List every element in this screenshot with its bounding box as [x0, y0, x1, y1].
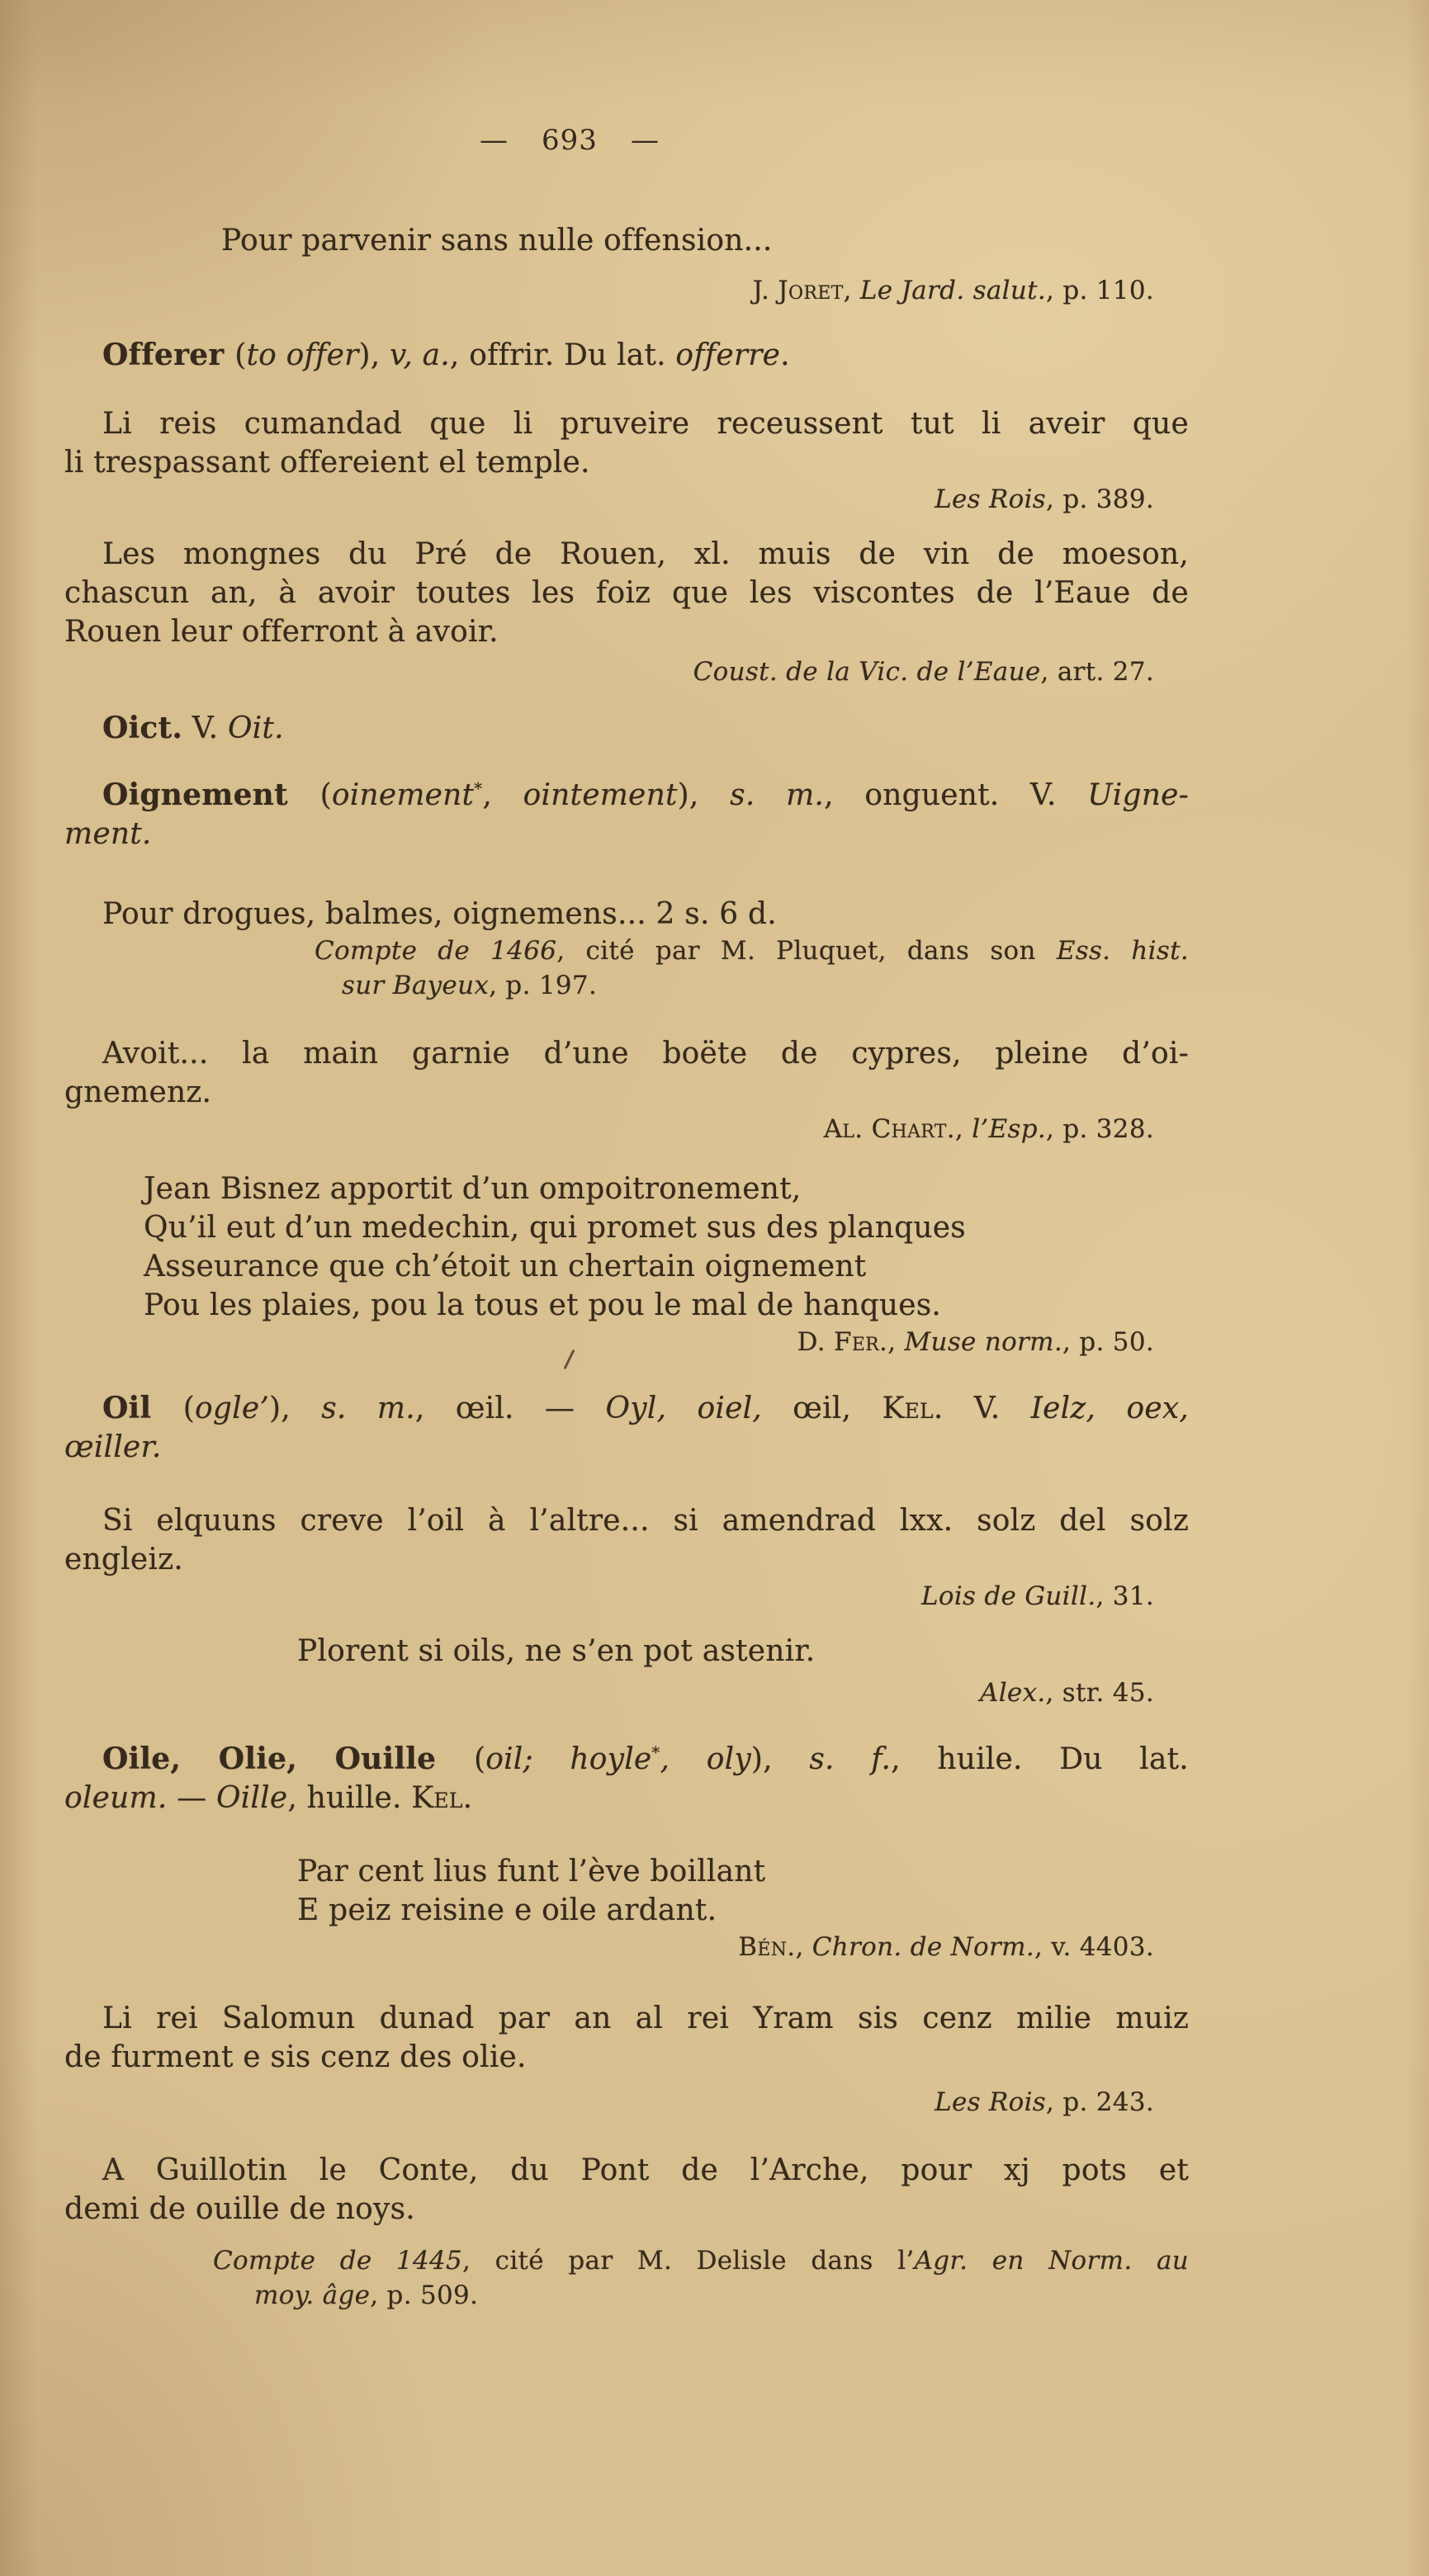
- text-segment: ointement: [523, 778, 678, 812]
- text-segment: s. f.: [809, 1742, 892, 1776]
- text-segment: ,: [954, 1114, 972, 1144]
- text-segment: Oit.: [227, 711, 284, 745]
- text-segment: sur Bayeux: [342, 971, 490, 1000]
- para-avoit: [64, 1034, 1189, 1112]
- text-segment: ),: [677, 778, 731, 812]
- citation-joret: [64, 273, 1154, 308]
- text-segment: Compte de 1466: [315, 936, 557, 966]
- text-segment: Uigne-: [1087, 778, 1189, 812]
- header-dash-left: —: [480, 124, 509, 157]
- text-segment: Alex.: [980, 1678, 1046, 1708]
- text-line: [64, 1930, 1154, 1964]
- text-line: [64, 815, 1189, 853]
- text-segment: Al. Chart.: [823, 1114, 955, 1144]
- text-segment: œiller.: [64, 1430, 162, 1464]
- text-segment: ogle’: [194, 1392, 269, 1425]
- page-header: [7, 122, 1132, 158]
- text-segment: Pour drogues, balmes, oignemens... 2 s. 6 d.: [102, 897, 777, 931]
- text-segment: Oyl, oiel,: [605, 1392, 762, 1425]
- text-segment: E peiz reisine e oile ardant.: [297, 1893, 717, 1927]
- text-segment: Pour parvenir sans nulle offension...: [221, 224, 773, 258]
- text-segment: ),: [358, 338, 390, 372]
- text-line: [315, 968, 1189, 1003]
- text-line: [64, 574, 1189, 612]
- text-line: [213, 2278, 1189, 2313]
- text-line: [64, 1112, 1154, 1146]
- text-segment: Joret: [778, 276, 844, 305]
- text-segment: , 31.: [1095, 1581, 1154, 1611]
- text-segment: *: [651, 1743, 660, 1762]
- text-segment: , p. 50.: [1062, 1327, 1154, 1357]
- para-les-mongnes: [64, 535, 1189, 651]
- text-line: [64, 1034, 1189, 1073]
- text-segment: Oict.: [102, 711, 183, 745]
- text-segment: Muse norm.: [904, 1327, 1063, 1357]
- citation-les-rois-243: [64, 2085, 1154, 2120]
- entry-oile: [64, 1733, 1189, 1817]
- text-segment: Oil: [102, 1391, 183, 1425]
- text-segment: offerre: [675, 338, 781, 372]
- text-segment: (: [234, 338, 247, 372]
- text-segment: , p. 197.: [489, 971, 598, 1000]
- text-segment: li trespassant offereient el temple.: [64, 446, 590, 480]
- text-segment: Jean Bisnez apportit d’un ompoitronement,: [144, 1172, 802, 1206]
- text-segment: chascun an, à avoir toutes les foiz que les viscontes de l’Eaue de: [64, 576, 1189, 610]
- text-segment: s. m.: [321, 1392, 415, 1425]
- text-line: [64, 2151, 1189, 2190]
- text-line: [64, 1676, 1154, 1710]
- text-segment: , str. 45.: [1045, 1678, 1154, 1708]
- text-line: [221, 221, 1189, 260]
- citation-ben: [64, 1930, 1154, 1964]
- text-segment: (: [319, 778, 332, 812]
- text-segment: Asseurance que ch’étoit un chertain oignement: [144, 1250, 867, 1283]
- text-segment: ment.: [64, 817, 152, 851]
- text-segment: moy. âge: [254, 2281, 371, 2310]
- text-segment: .: [780, 338, 790, 372]
- text-line: [64, 482, 1154, 517]
- text-segment: Plorent si oils, ne s’en pot astenir.: [297, 1634, 816, 1668]
- text-line: [64, 1779, 1189, 1817]
- text-segment: Compte de 1445: [213, 2246, 463, 2276]
- text-segment: de furment e sis cenz des olie.: [64, 2040, 527, 2074]
- verse-jean: [144, 1170, 1189, 1325]
- text-segment: Lois de Guill.: [920, 1581, 1096, 1611]
- text-segment: Les Rois: [935, 2087, 1047, 2117]
- para-a-guillotin: [64, 2151, 1189, 2229]
- text-line: [64, 655, 1154, 689]
- text-segment: oleum.: [64, 1781, 168, 1815]
- text-segment: , huille.: [287, 1781, 412, 1815]
- page-content: [64, 221, 1189, 2313]
- text-segment: Agr. en Norm. au: [914, 2246, 1190, 2276]
- text-segment: , offrir. Du lat.: [449, 338, 676, 372]
- entry-oil: [64, 1389, 1189, 1467]
- text-segment: ),: [268, 1392, 322, 1425]
- text-line: [64, 1579, 1154, 1614]
- text-line: [64, 535, 1189, 574]
- text-segment: ,: [795, 1932, 812, 1962]
- entry-offerer: [64, 336, 1189, 375]
- text-segment: , œil. —: [414, 1392, 606, 1425]
- text-line: [297, 1891, 1189, 1930]
- text-segment: v, a.: [390, 338, 450, 372]
- text-segment: Oignement: [102, 778, 320, 812]
- text-segment: D.: [797, 1327, 835, 1357]
- text-segment: , p. 243.: [1046, 2087, 1154, 2117]
- text-segment: Ielz, oex,: [1030, 1392, 1189, 1425]
- text-segment: V.: [182, 711, 228, 745]
- text-segment: Chron. de Norm.: [812, 1932, 1034, 1962]
- citation-al-chart: [64, 1112, 1154, 1146]
- text-line: [64, 612, 1189, 651]
- text-line: [64, 1999, 1189, 2038]
- text-segment: Kel.: [411, 1781, 473, 1815]
- text-line: [64, 769, 1189, 815]
- text-segment: —: [167, 1781, 216, 1815]
- text-segment: Bén.: [738, 1932, 796, 1962]
- verse-plorent: [297, 1632, 1189, 1671]
- text-segment: Rouen leur offerront à avoir.: [64, 615, 499, 649]
- text-segment: engleiz.: [64, 1543, 183, 1576]
- text-segment: ,: [482, 778, 523, 812]
- text-segment: l’Esp.: [972, 1114, 1047, 1144]
- text-segment: (: [182, 1392, 195, 1425]
- text-line: [297, 1852, 1189, 1891]
- text-segment: ,: [843, 276, 860, 305]
- text-line: [64, 1325, 1154, 1359]
- text-segment: Coust. de la Vic. de l’Eaue: [693, 657, 1041, 687]
- page-number: 693: [542, 124, 598, 157]
- text-segment: demi de ouille de noys.: [64, 2192, 415, 2226]
- text-segment: œil,: [761, 1392, 882, 1425]
- text-segment: , p. 328.: [1046, 1114, 1154, 1144]
- text-segment: V.: [943, 1392, 1031, 1425]
- text-segment: Li reis cumandad que li pruveire receussent tut li aveir que: [102, 407, 1189, 441]
- text-segment: gnemenz.: [64, 1075, 212, 1109]
- text-segment: (: [473, 1742, 486, 1776]
- text-line: [64, 895, 1189, 934]
- text-segment: ,: [887, 1327, 905, 1357]
- text-line: [144, 1170, 1189, 1208]
- text-line: [144, 1247, 1189, 1286]
- text-line: [64, 1428, 1189, 1467]
- para-li-reis: [64, 404, 1189, 482]
- text-segment: Fer.: [834, 1327, 888, 1357]
- text-segment: , huile. Du lat.: [891, 1742, 1189, 1776]
- text-segment: Par cent lius funt l’ève boillant: [297, 1855, 766, 1888]
- header-dash-right: —: [630, 124, 660, 157]
- text-line: [64, 709, 1189, 748]
- text-line: [64, 1073, 1189, 1112]
- citation-les-rois-389: [64, 482, 1154, 517]
- text-line: [64, 1389, 1189, 1428]
- text-segment: Pou les plaies, pou la tous et pou le mal de hanques.: [144, 1288, 942, 1322]
- text-segment: , art. 27.: [1040, 657, 1154, 687]
- text-segment: Ess. hist.: [1056, 936, 1189, 966]
- text-segment: oil; hoyle: [485, 1742, 652, 1776]
- text-segment: , cité par M. Pluquet, dans son: [556, 936, 1057, 966]
- text-line: [64, 1540, 1189, 1579]
- para-si-elquuns: [64, 1501, 1189, 1579]
- text-segment: , onguent. V.: [824, 778, 1088, 812]
- text-segment: , oly: [660, 1742, 751, 1776]
- text-segment: Kel.: [882, 1392, 944, 1425]
- text-segment: Qu’il eut d’un medechin, qui promet sus des planques: [144, 1211, 966, 1245]
- text-line: [144, 1208, 1189, 1247]
- text-segment: , p. 110.: [1046, 276, 1154, 305]
- text-line: [64, 336, 1189, 375]
- text-segment: Oile, Olie, Ouille: [102, 1742, 474, 1776]
- text-segment: Le Jard. salut.: [859, 276, 1047, 305]
- text-segment: s. m.: [730, 778, 825, 812]
- citation-compte-1445: [213, 2243, 1189, 2313]
- text-line: [64, 273, 1154, 308]
- citation-alex: [64, 1676, 1154, 1710]
- text-segment: , v. 4403.: [1034, 1932, 1154, 1962]
- para-li-rei: [64, 1999, 1189, 2077]
- text-segment: Offerer: [102, 338, 235, 372]
- text-line: [64, 2190, 1189, 2229]
- text-line: [64, 2038, 1189, 2077]
- text-segment: Oille: [215, 1781, 288, 1815]
- text-line: [64, 1501, 1189, 1540]
- text-segment: Les Rois: [935, 484, 1047, 514]
- text-segment: *: [474, 779, 483, 798]
- text-segment: A Guillotin le Conte, du Pont de l’Arche, pour xj pots et: [102, 2153, 1189, 2187]
- text-segment: J.: [752, 276, 778, 305]
- text-segment: Avoit... la main garnie d’une boëte de cypres, pleine d’oi-: [102, 1037, 1189, 1071]
- quote-pour-parvenir: [221, 221, 1189, 260]
- text-segment: to offer: [246, 338, 359, 372]
- text-segment: , cité par M. Delisle dans l’: [462, 2246, 915, 2276]
- text-segment: Si elquuns creve l’oil à l’altre... si amendrad lxx. solz del solz: [102, 1504, 1189, 1538]
- verse-par-cent: [297, 1852, 1189, 1930]
- text-line: [64, 2085, 1154, 2120]
- text-segment: Li rei Salomun dunad par an al rei Yram sis cenz milie muiz: [102, 2002, 1189, 2035]
- text-line: [144, 1286, 1189, 1325]
- text-segment: Les mongnes du Pré de Rouen, xl. muis de vin de moeson,: [102, 537, 1189, 571]
- text-line: [64, 443, 1189, 482]
- entry-oict: [64, 709, 1189, 748]
- text-segment: ),: [750, 1742, 810, 1776]
- text-line: [315, 934, 1189, 968]
- para-pour-drogues: [64, 895, 1189, 934]
- citation-compte-1466: [315, 934, 1189, 1003]
- citation-coust: [64, 655, 1154, 689]
- text-segment: , p. 509.: [370, 2281, 479, 2310]
- text-segment: , p. 389.: [1046, 484, 1154, 514]
- citation-lois: [64, 1579, 1154, 1614]
- text-segment: oinement: [331, 778, 475, 812]
- text-line: [64, 404, 1189, 443]
- text-line: [64, 1733, 1189, 1779]
- text-line: [297, 1632, 1189, 1671]
- entry-oignement: [64, 769, 1189, 853]
- text-line: [213, 2243, 1189, 2278]
- citation-d-fer: [64, 1325, 1154, 1359]
